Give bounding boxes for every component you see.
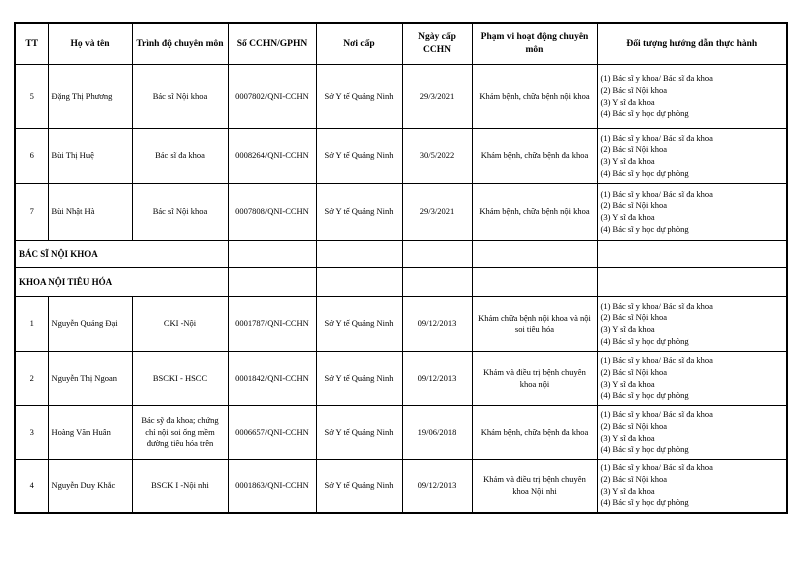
cell-issuer: Sở Y tế Quảng Ninh <box>316 129 402 184</box>
cell-qualification: BSCKI - HSCC <box>132 352 228 406</box>
cell-issuer: Sở Y tế Quảng Ninh <box>316 352 402 406</box>
cell-license_no: 0001863/QNI-CCHN <box>228 460 316 513</box>
table-row <box>15 297 787 352</box>
trainee-line: (4) Bác sĩ y học dự phòng <box>600 390 689 401</box>
trainee-line: (3) Y sĩ đa khoa <box>600 485 655 496</box>
table-row <box>15 460 787 513</box>
cell-issuer: Sở Y tế Quảng Ninh <box>316 297 402 352</box>
cell-license_no: 0001842/QNI-CCHN <box>228 352 316 406</box>
trainee-line: (1) Bác sĩ y khoa/ Bác sĩ đa khoa <box>600 355 713 366</box>
trainee-line: (1) Bác sĩ y khoa/ Bác sĩ đa khoa <box>600 132 713 143</box>
cell-trainees <box>597 406 787 460</box>
cell-scope: Khám và điều trị bệnh chuyên khoa nội <box>472 352 597 406</box>
cell-name: Nguyễn Thị Ngoan <box>48 352 132 406</box>
trainee-line: (1) Bác sĩ y khoa/ Bác sĩ đa khoa <box>600 409 713 420</box>
section-row <box>15 241 787 268</box>
cell-issue_date: 09/12/2013 <box>402 297 472 352</box>
column-header-trainees: Đối tượng hướng dẫn thực hành <box>597 23 787 65</box>
column-header-qualification: Trình độ chuyên môn <box>132 23 228 65</box>
section-title: BÁC SĨ NỘI KHOA <box>15 241 228 268</box>
cell-tt: 3 <box>15 406 48 460</box>
table-row <box>15 65 787 129</box>
empty-cell <box>402 268 472 297</box>
cell-trainees <box>597 460 787 513</box>
trainee-line: (4) Bác sĩ y học dự phòng <box>600 223 689 234</box>
trainee-line: (2) Bác sĩ Nội khoa <box>600 366 668 377</box>
trainee-line: (1) Bác sĩ y khoa/ Bác sĩ đa khoa <box>600 188 713 199</box>
cell-name: Bùi Thị Huệ <box>48 129 132 184</box>
cell-license_no: 0007808/QNI-CCHN <box>228 184 316 241</box>
cell-name: Đặng Thị Phương <box>48 65 132 129</box>
header-row <box>15 23 787 65</box>
cell-trainees <box>597 352 787 406</box>
trainee-line: (3) Y sĩ đa khoa <box>600 156 655 166</box>
column-header-license_no: Số CCHN/GPHN <box>228 23 316 65</box>
trainee-line: (4) Bác sĩ y học dự phòng <box>600 335 689 346</box>
section-title: KHOA NỘI TIÊU HÓA <box>15 268 228 297</box>
column-header-issue_date: Ngày cấp CCHN <box>402 23 472 65</box>
empty-cell <box>597 268 787 297</box>
empty-cell <box>228 268 316 297</box>
trainee-line: (4) Bác sĩ y học dự phòng <box>600 444 689 455</box>
trainee-line: (1) Bác sĩ y khoa/ Bác sĩ đa khoa <box>600 73 713 84</box>
cell-scope: Khám và điều trị bệnh chuyên khoa Nội nhi <box>472 460 597 513</box>
cell-name: Bùi Nhật Hà <box>48 184 132 241</box>
cell-name: Nguyễn Duy Khắc <box>48 460 132 513</box>
cell-issuer: Sở Y tế Quảng Ninh <box>316 184 402 241</box>
trainee-line: (3) Y sĩ đa khoa <box>600 324 655 334</box>
trainee-line: (2) Bác sĩ Nội khoa <box>600 420 668 431</box>
cell-license_no: 0001787/QNI-CCHN <box>228 297 316 352</box>
cell-tt: 7 <box>15 184 48 241</box>
cell-tt: 1 <box>15 297 48 352</box>
column-header-name: Họ và tên <box>48 23 132 65</box>
cell-trainees <box>597 129 787 184</box>
cell-name: Hoàng Văn Huân <box>48 406 132 460</box>
empty-cell <box>472 241 597 268</box>
empty-cell <box>228 241 316 268</box>
trainee-line: (2) Bác sĩ Nội khoa <box>600 312 668 323</box>
table-row <box>15 352 787 406</box>
cell-qualification: Bác sĩ Nội khoa <box>132 184 228 241</box>
empty-cell <box>597 241 787 268</box>
cell-qualification: BSCK I -Nội nhi <box>132 460 228 513</box>
column-header-tt: TT <box>15 23 48 65</box>
cell-issue_date: 29/3/2021 <box>402 184 472 241</box>
cell-tt: 6 <box>15 129 48 184</box>
cell-license_no: 0007802/QNI-CCHN <box>228 65 316 129</box>
empty-cell <box>472 268 597 297</box>
cell-issue_date: 29/3/2021 <box>402 65 472 129</box>
trainee-line: (2) Bác sĩ Nội khoa <box>600 200 668 211</box>
table-row <box>15 129 787 184</box>
table-row <box>15 406 787 460</box>
trainee-line: (3) Y sĩ đa khoa <box>600 378 655 389</box>
cell-issue_date: 09/12/2013 <box>402 460 472 513</box>
cell-trainees <box>597 65 787 129</box>
empty-cell <box>316 241 402 268</box>
cell-trainees <box>597 297 787 352</box>
cell-qualification: CKI -Nội <box>132 297 228 352</box>
cell-qualification: Bác sỹ đa khoa; chứng chỉ nội soi ống mềm đường tiêu hóa trên <box>132 406 228 460</box>
cell-qualification: Bác sĩ đa khoa <box>132 129 228 184</box>
trainee-line: (4) Bác sĩ y học dự phòng <box>600 497 689 508</box>
trainee-line: (2) Bác sĩ Nội khoa <box>600 474 668 485</box>
cell-issue_date: 30/5/2022 <box>402 129 472 184</box>
practitioner-table-body <box>15 65 787 513</box>
cell-license_no: 0006657/QNI-CCHN <box>228 406 316 460</box>
cell-tt: 4 <box>15 460 48 513</box>
column-header-scope: Phạm vi hoạt động chuyên môn <box>472 23 597 65</box>
table-row <box>15 184 787 241</box>
empty-cell <box>402 241 472 268</box>
cell-trainees <box>597 184 787 241</box>
cell-issuer: Sở Y tế Quảng Ninh <box>316 65 402 129</box>
cell-scope: Khám bệnh, chữa bệnh đa khoa <box>472 406 597 460</box>
cell-tt: 5 <box>15 65 48 129</box>
cell-issuer: Sở Y tế Quảng Ninh <box>316 460 402 513</box>
table-header <box>15 23 787 65</box>
empty-cell <box>316 268 402 297</box>
trainee-line: (4) Bác sĩ y học dự phòng <box>600 167 689 178</box>
trainee-line: (1) Bác sĩ y khoa/ Bác sĩ đa khoa <box>600 300 713 311</box>
trainee-line: (3) Y sĩ đa khoa <box>600 432 655 443</box>
cell-tt: 2 <box>15 352 48 406</box>
cell-scope: Khám bệnh, chữa bệnh đa khoa <box>472 129 597 184</box>
cell-name: Nguyễn Quảng Đại <box>48 297 132 352</box>
trainee-line: (1) Bác sĩ y khoa/ Bác sĩ đa khoa <box>600 462 713 473</box>
trainee-line: (2) Bác sĩ Nội khoa <box>600 144 668 155</box>
trainee-line: (3) Y sĩ đa khoa <box>600 96 655 107</box>
practitioner-table <box>14 22 788 514</box>
cell-scope: Khám bệnh, chữa bệnh nội khoa <box>472 184 597 241</box>
cell-license_no: 0008264/QNI-CCHN <box>228 129 316 184</box>
cell-qualification: Bác sĩ Nội khoa <box>132 65 228 129</box>
cell-scope: Khám bệnh, chữa bệnh nội khoa <box>472 65 597 129</box>
section-row <box>15 268 787 297</box>
cell-issue_date: 19/06/2018 <box>402 406 472 460</box>
trainee-line: (3) Y sĩ đa khoa <box>600 212 655 222</box>
column-header-issuer: Nơi cấp <box>316 23 402 65</box>
trainee-line: (2) Bác sĩ Nội khoa <box>600 84 668 95</box>
cell-issue_date: 09/12/2013 <box>402 352 472 406</box>
cell-issuer: Sở Y tế Quảng Ninh <box>316 406 402 460</box>
cell-scope: Khám chữa bệnh nội khoa và nội soi tiêu hóa <box>472 297 597 352</box>
trainee-line: (4) Bác sĩ y học dự phòng <box>600 108 689 119</box>
